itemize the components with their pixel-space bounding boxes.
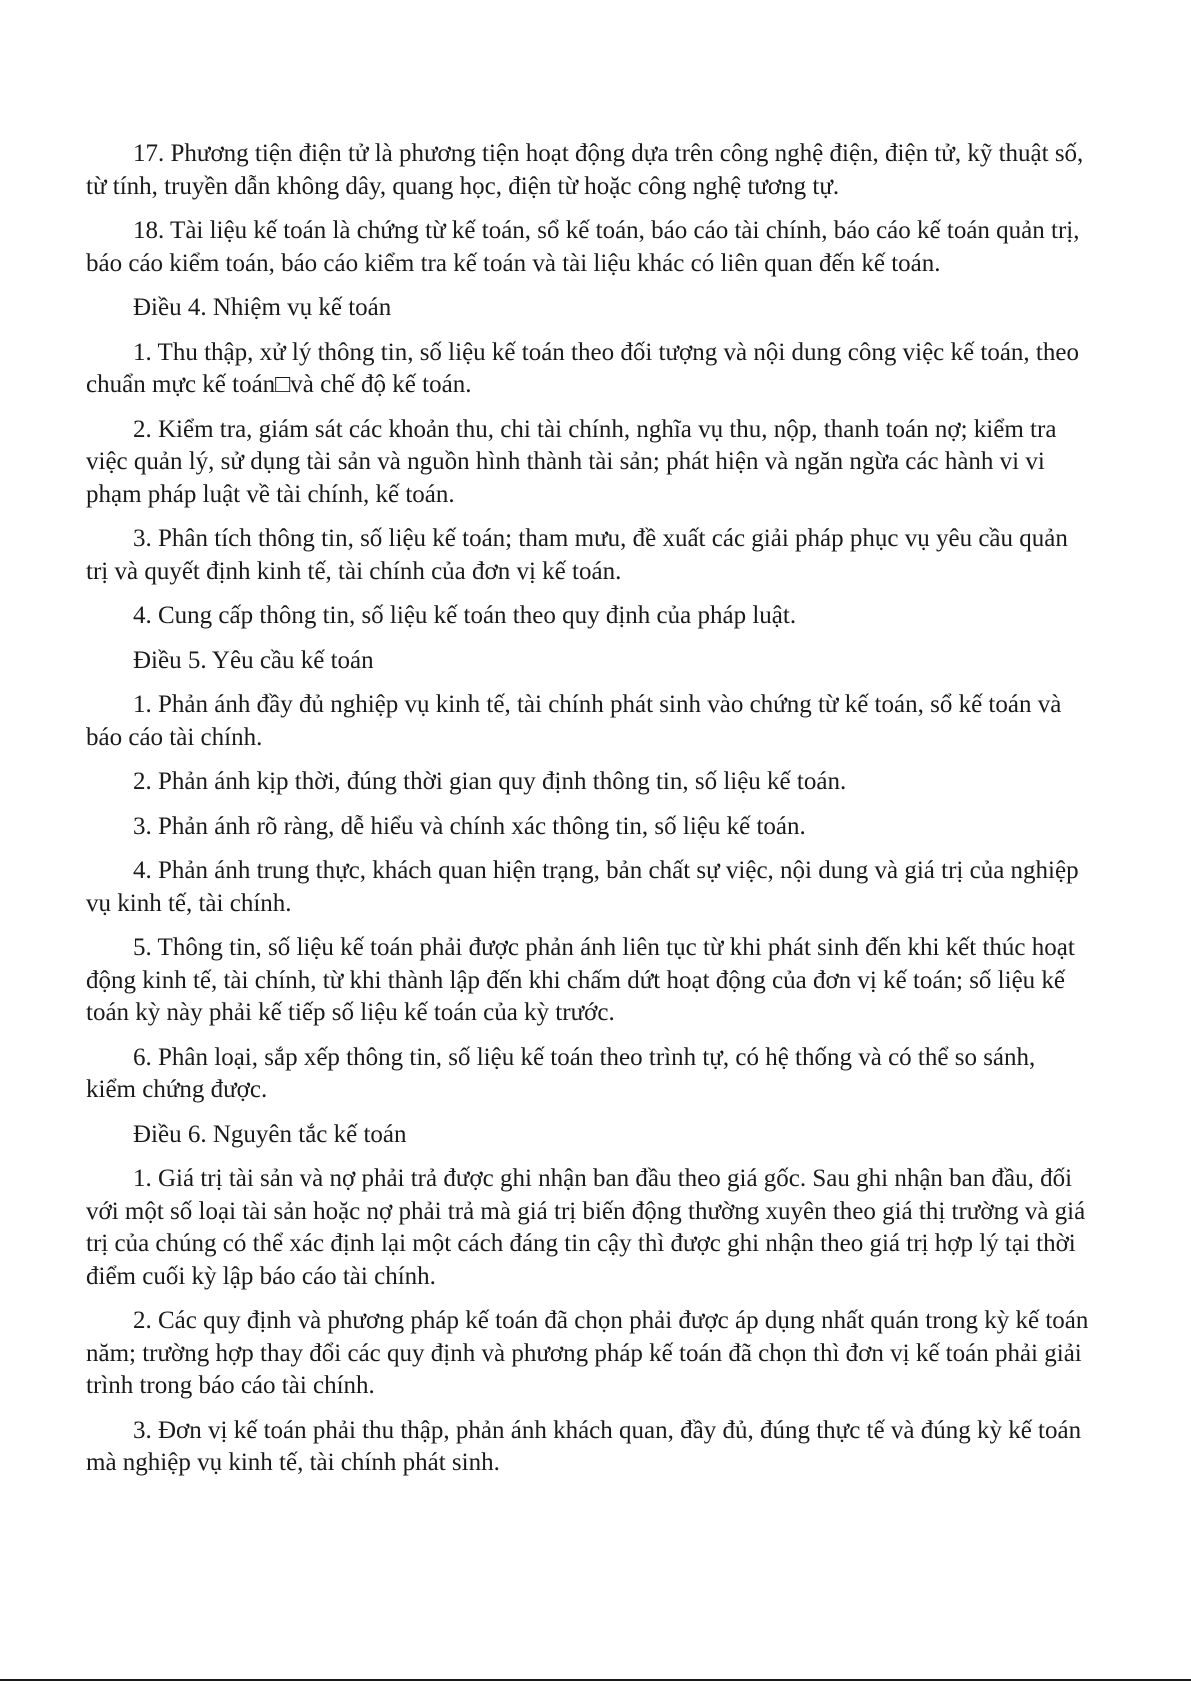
paragraph-dieu-4-item-2: 2. Kiểm tra, giám sát các khoản thu, chi tài chính, nghĩa vụ thu, nộp, thanh toán nợ; kiểm tra việc quản lý, sử dụng tài sản và nguồn hình thành tài sản; phát hiện và ngăn ngừa các hành vi vi phạm pháp luật về tài chính, kế toán. xyxy=(86,415,1057,508)
paragraph-17: 17. Phương tiện điện tử là phương tiện hoạt động dựa trên công nghệ điện, điện tử, kỹ thuật số, từ tính, truyền dẫn không dây, quang học, điện từ hoặc công nghệ tương tự. xyxy=(86,140,1084,200)
paragraph-dieu-6-item-1: 1. Giá trị tài sản và nợ phải trả được ghi nhận ban đầu theo giá gốc. Sau ghi nhận ban đầu, đối với một số loại tài sản hoặc nợ phải trả mà giá trị biến động thường xuyên theo giá thị trường và giá trị của chúng có thể xác định lại một cách đáng tin cậy thì được ghi nhận theo giá trị hợp lý tại thời điểm cuối kỳ lập báo cáo tài chính. xyxy=(86,1165,1086,1290)
paragraph-dieu-5-item-6: 6. Phân loại, sắp xếp thông tin, số liệu kế toán theo trình tự, có hệ thống và có thể so sánh, kiểm chứng được. xyxy=(86,1043,1036,1103)
paragraph-dieu-4-item-4: 4. Cung cấp thông tin, số liệu kế toán theo quy định của pháp luật. xyxy=(133,602,797,629)
heading-dieu-6: Điều 6. Nguyên tắc kế toán xyxy=(133,1120,407,1148)
paragraph-18: 18. Tài liệu kế toán là chứng từ kế toán, sổ kế toán, báo cáo tài chính, báo cáo kế toán quản trị, báo cáo kiểm toán, báo cáo kiểm tra kế toán và tài liệu khác có liên quan đến kế toán. xyxy=(86,217,1080,277)
paragraph-dieu-5-item-5: 5. Thông tin, số liệu kế toán phải được phản ánh liên tục từ khi phát sinh đến khi kết thúc hoạt động kinh tế, tài chính, từ khi thành lập đến khi chấm dứt hoạt động của đơn vị kế toán; số liệu kế toán kỳ này phải kế tiếp số liệu kế toán của kỳ trước. xyxy=(86,934,1075,1026)
paragraph-dieu-5-item-3: 3. Phản ánh rõ ràng, dễ hiểu và chính xác thông tin, số liệu kế toán. xyxy=(133,812,806,840)
heading-dieu-4: Điều 4. Nhiệm vụ kế toán xyxy=(133,294,392,321)
document-page xyxy=(86,138,1091,1492)
heading-dieu-5: Điều 5. Yêu cầu kế toán xyxy=(133,646,374,674)
paragraph-dieu-6-item-2: 2. Các quy định và phương pháp kế toán đã chọn phải được áp dụng nhất quán trong kỳ kế toán năm; trường hợp thay đổi các quy định và phương pháp kế toán đã chọn thì đơn vị kế toán phải giải trình trong báo cáo tài chính. xyxy=(86,1307,1089,1399)
paragraph-dieu-5-item-4: 4. Phản ánh trung thực, khách quan hiện trạng, bản chất sự việc, nội dung và giá trị của nghiệp vụ kinh tế, tài chính. xyxy=(86,857,1079,917)
paragraph-dieu-5-item-2: 2. Phản ánh kịp thời, đúng thời gian quy định thông tin, số liệu kế toán. xyxy=(133,768,847,795)
page-bottom-rule xyxy=(0,1679,1191,1681)
paragraph-dieu-4-item-1: 1. Thu thập, xử lý thông tin, số liệu kế toán theo đối tượng và nội dung công việc kế toán, theo chuẩn mực kế toán□và chế độ kế toán. xyxy=(86,338,1079,398)
paragraph-dieu-6-item-3: 3. Đơn vị kế toán phải thu thập, phản ánh khách quan, đầy đủ, đúng thực tế và đúng kỳ kế toán mà nghiệp vụ kinh tế, tài chính phát sinh. xyxy=(86,1416,1082,1476)
paragraph-dieu-4-item-3: 3. Phân tích thông tin, số liệu kế toán; tham mưu, đề xuất các giải pháp phục vụ yêu cầu quản trị và quyết định kinh tế, tài chính của đơn vị kế toán. xyxy=(86,525,1068,585)
paragraph-dieu-5-item-1: 1. Phản ánh đầy đủ nghiệp vụ kinh tế, tài chính phát sinh vào chứng từ kế toán, sổ kế toán và báo cáo tài chính. xyxy=(86,691,1062,751)
